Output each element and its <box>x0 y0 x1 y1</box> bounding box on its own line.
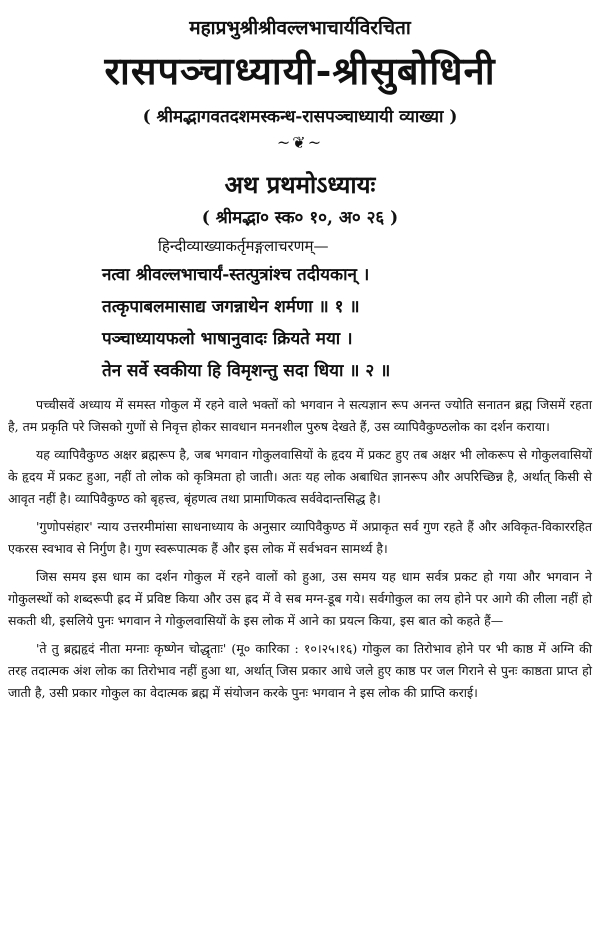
ornament-divider: ~❦~ <box>276 133 324 152</box>
page <box>0 14 600 934</box>
author-line: महाप्रभुश्रीश्रीवल्लभाचार्यविरचिता <box>189 17 411 39</box>
paragraph: पच्चीसवें अध्याय में समस्त गोकुल में रहने वाले भक्तों को भगवान ने सत्यज्ञान रूप अनन्त ज्योति सनातन ब्रह्म जिसमें रहता है, तम प्रकृति परे जिसको गुणों से निवृत्त होकर सावधान मननशील पुरुष देखते हैं, उस व्यापिवैकुण्ठलोक का दर्शन कराया। <box>8 397 592 434</box>
verse-block <box>8 262 592 384</box>
book-title: रासपञ्चाध्यायी-श्रीसुबोधिनी <box>104 48 496 93</box>
chapter-reference: ( श्रीमद्भा० स्क० १०, अ० २६ ) <box>201 208 399 228</box>
commentary <box>8 394 592 704</box>
paragraph: 'गुणोपसंहार' न्याय उत्तरमीमांसा साधनाध्याय के अनुसार व्यापिवैकुण्ठ में अप्राकृत सर्व गुण रहते हैं और अविकृत-विकाररहित एकरस स्वभाव से निर्गुण है। गुण स्वरूपात्मक हैं और इस लोक में सर्वभवन सामर्थ्य है। <box>8 519 592 556</box>
book-subtitle: ( श्रीमद्भागवतदशमस्कन्ध-रासपञ्चाध्यायी व्याख्या ) <box>142 107 458 127</box>
invocation-heading: हिन्दीव्याख्याकर्तृमङ्गलाचरणम्— <box>158 237 329 255</box>
verse-line: पञ्चाध्यायफलो भाषानुवादः क्रियते मया । <box>102 329 353 349</box>
verse-line: तेन सर्वे स्वकीया हि विमृशन्तु सदा धिया ॥ २ ॥ <box>102 361 391 381</box>
chapter-heading: अथ प्रथमोऽध्यायः <box>224 170 376 199</box>
paragraph: जिस समय इस धाम का दर्शन गोकुल में रहने वालों को हुआ, उस समय यह धाम सर्वत्र प्रकट हो गया और भगवान ने गोकुलस्थों को शब्दरूपी ह्रद में प्रविष्ट किया और उस ह्रद में वे सब मग्न-डूब गये। सर्वगोकुल का लय होने पर आगे की लीला नहीं हो सकती थी, इसलिये पुनः भगवान ने गोकुलवासियों के इस लोक में आने का प्रयत्न किया, इस बात को कहते हैं— <box>8 569 592 628</box>
paragraph: 'ते तु ब्रह्महृदं नीता मग्नाः कृष्णेन चोद्धृताः' (मू० कारिका : १०।२५।१६) गोकुल का तिरोभाव होने पर भी काष्ठ में अग्नि की तरह तदात्मक अंश लोक का तिरोभाव नहीं हुआ था, अर्थात् जिस प्रकार आधे जले हुए काष्ठ पर जल गिराने से पुनः काष्ठता प्राप्त हो जाती है, उसी प्रकार गोकुल का वेदात्मक ब्रह्म में संयोजन करके पुनः भगवान ने इस लोक की प्राप्ति कराई। <box>8 641 592 700</box>
paragraph: यह व्यापिवैकुण्ठ अक्षर ब्रह्मरूप है, जब भगवान गोकुलवासियों के हृदय में प्रकट हुए तब अक्षर भी लोकरूप से गोकुलवासियों के हृदय में प्रकट हुआ, नहीं तो लोक को कृत्रिमता हो जाती। अतः यह लोक अबाधित ज्ञानरूप और अपरिच्छिन्न है, अर्थात् किसी से आवृत नहीं है। व्यापिवैकुण्ठ को बृहत्त्व, बृंहणत्व तथा प्रामाणिकत्व सर्ववेदान्तसिद्ध है। <box>8 447 592 506</box>
verse-line: नत्वा श्रीवल्लभाचार्यं-स्तत्पुत्रांश्च तदीयकान् । <box>102 265 370 285</box>
verse-line: तत्कृपाबलमासाद्य जगन्नाथेन शर्मणा ॥ १ ॥ <box>102 297 360 317</box>
